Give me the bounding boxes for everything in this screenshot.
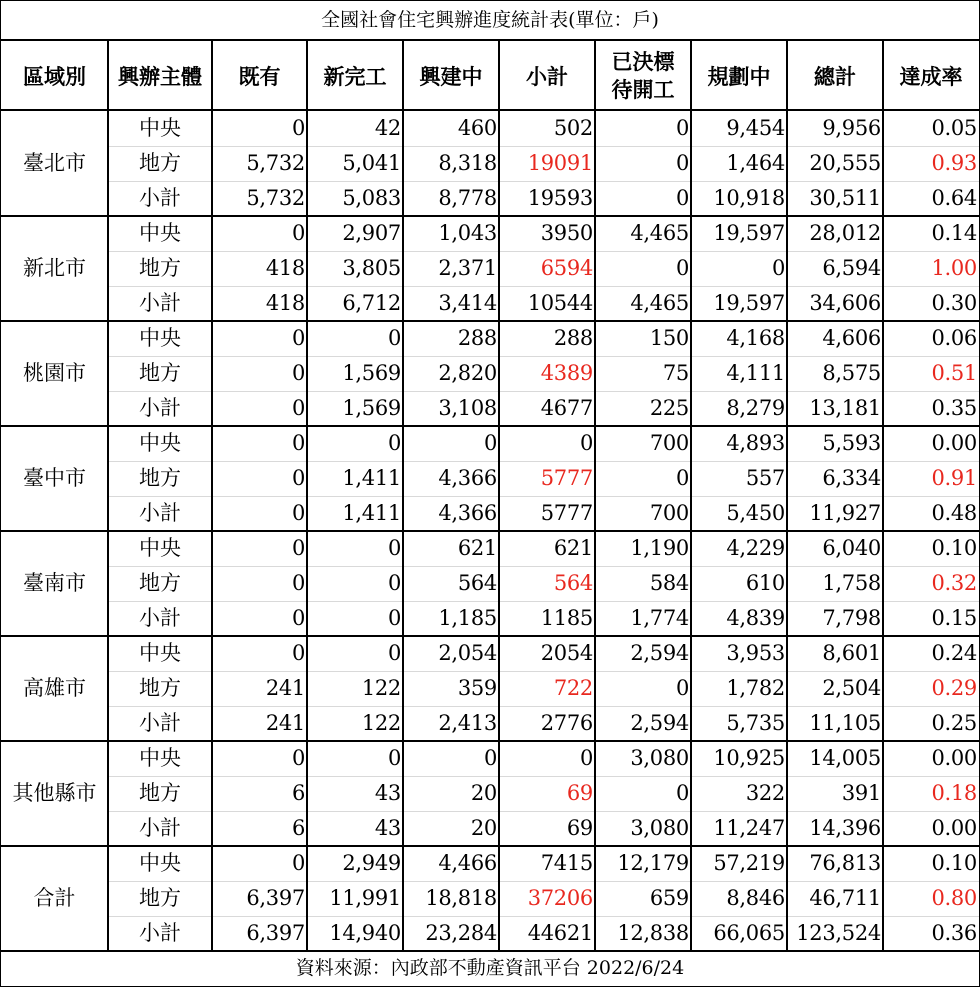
header-total: 總計 — [814, 63, 856, 89]
table-cell: 0 — [483, 746, 497, 770]
table-cell: 0.80 — [931, 886, 977, 910]
table-cell: 6,712 — [342, 291, 401, 315]
table-cell: 288 — [553, 326, 593, 350]
table-cell: 0.15 — [931, 606, 977, 630]
table-cell: 10,918 — [713, 186, 785, 210]
table-cell: 11,991 — [329, 886, 401, 910]
table-cell: 14,005 — [809, 746, 881, 770]
sponsor-type: 中央 — [139, 116, 181, 140]
table-cell: 19091 — [527, 151, 593, 175]
table-cell: 0.05 — [931, 116, 977, 140]
table-cell: 2,907 — [342, 221, 401, 245]
table-cell: 6,594 — [822, 256, 881, 280]
row-separator — [108, 181, 979, 182]
table-cell: 2,504 — [822, 676, 881, 700]
table-cell: 0 — [291, 641, 305, 665]
row-separator — [108, 671, 979, 672]
table-cell: 0.06 — [931, 326, 977, 350]
table-cell: 241 — [265, 676, 305, 700]
table-cell: 418 — [265, 256, 305, 280]
table-cell: 5777 — [540, 501, 593, 525]
table-title: 全國社會住宅興辦進度統計表(單位：戶) — [321, 8, 659, 31]
sponsor-type: 地方 — [139, 151, 181, 175]
table-cell: 288 — [457, 326, 497, 350]
table-cell: 564 — [553, 571, 593, 595]
table-cell: 4,366 — [438, 501, 497, 525]
table-cell: 9,956 — [822, 116, 881, 140]
table-cell: 0 — [387, 431, 401, 455]
grid-line — [1, 635, 979, 637]
table-cell: 2776 — [540, 711, 593, 735]
table-cell: 12,179 — [617, 851, 689, 875]
table-cell: 2,371 — [438, 256, 497, 280]
table-cell: 122 — [361, 676, 401, 700]
table-cell: 6,334 — [822, 466, 881, 490]
table-cell: 4,366 — [438, 466, 497, 490]
header-awarded — [595, 41, 691, 111]
grid-line — [1, 39, 979, 41]
table-cell: 1185 — [540, 606, 593, 630]
table-cell: 322 — [745, 781, 785, 805]
table-cell: 0 — [291, 466, 305, 490]
row-separator — [108, 356, 979, 357]
table-cell: 359 — [457, 676, 497, 700]
region-name: 臺中市 — [23, 466, 86, 490]
table-cell: 1,758 — [822, 571, 881, 595]
table-cell: 5777 — [540, 466, 593, 490]
table-cell: 66,065 — [713, 921, 785, 945]
sponsor-type: 地方 — [139, 466, 181, 490]
table-cell: 4,839 — [726, 606, 785, 630]
table-cell: 19,597 — [713, 291, 785, 315]
region-name: 桃園市 — [23, 361, 86, 385]
row-separator — [108, 461, 979, 462]
table-cell: 1.00 — [931, 256, 977, 280]
row-separator — [108, 706, 979, 707]
table-cell: 1,774 — [630, 606, 689, 630]
table-cell: 14,396 — [809, 816, 881, 840]
table-cell: 43 — [374, 816, 401, 840]
table-cell: 7415 — [540, 851, 593, 875]
sponsor-type: 小計 — [139, 186, 181, 210]
table-cell: 1,464 — [726, 151, 785, 175]
table-cell: 2,413 — [438, 711, 497, 735]
table-cell: 3950 — [540, 221, 593, 245]
table-cell: 621 — [457, 536, 497, 560]
header-awarded-line1: 已決標 — [611, 49, 675, 74]
table-cell: 0 — [771, 256, 785, 280]
sponsor-type: 地方 — [139, 886, 181, 910]
row-separator — [108, 881, 979, 882]
table-cell: 6,040 — [822, 536, 881, 560]
table-cell: 13,181 — [809, 396, 881, 420]
table-cell: 0.32 — [931, 571, 977, 595]
table-cell: 8,601 — [822, 641, 881, 665]
grid-line — [882, 39, 884, 951]
table-cell: 5,450 — [726, 501, 785, 525]
table-cell: 0 — [579, 746, 593, 770]
row-separator — [108, 601, 979, 602]
table-cell: 0.48 — [931, 501, 977, 525]
table-cell: 225 — [649, 396, 689, 420]
sponsor-type: 地方 — [139, 361, 181, 385]
grid-line — [1, 740, 979, 742]
table-cell: 722 — [553, 676, 593, 700]
table-cell: 75 — [662, 361, 689, 385]
table-cell: 44621 — [527, 921, 593, 945]
sponsor-type: 地方 — [139, 256, 181, 280]
table-cell: 0.64 — [931, 186, 977, 210]
sponsor-type: 小計 — [139, 606, 181, 630]
data-source-footer: 資料來源：內政部不動產資訊平台 2022/6/24 — [295, 957, 685, 979]
table-cell: 6 — [291, 781, 305, 805]
table-cell: 0.35 — [931, 396, 977, 420]
header-subtotal: 小計 — [526, 63, 568, 89]
table-cell: 37206 — [527, 886, 593, 910]
table-cell: 6594 — [540, 256, 593, 280]
table-cell: 659 — [649, 886, 689, 910]
row-separator — [108, 566, 979, 567]
table-cell: 1,411 — [342, 501, 401, 525]
table-cell: 1,782 — [726, 676, 785, 700]
table-cell: 564 — [457, 571, 497, 595]
sponsor-type: 中央 — [139, 746, 181, 770]
table-cell: 5,732 — [246, 151, 305, 175]
grid-line — [1, 320, 979, 322]
table-cell: 5,735 — [726, 711, 785, 735]
table-cell: 34,606 — [809, 291, 881, 315]
table-cell: 1,043 — [438, 221, 497, 245]
table-cell: 0.51 — [931, 361, 977, 385]
table-cell: 1,411 — [342, 466, 401, 490]
table-cell: 8,279 — [726, 396, 785, 420]
sponsor-type: 地方 — [139, 781, 181, 805]
sponsor-type: 中央 — [139, 851, 181, 875]
row-separator — [108, 496, 979, 497]
grid-line — [1, 530, 979, 532]
header-achievement-rate: 達成率 — [899, 63, 963, 89]
table-cell: 14,940 — [329, 921, 401, 945]
table-cell: 0 — [291, 326, 305, 350]
table-cell: 4,466 — [438, 851, 497, 875]
grid-line — [402, 39, 404, 951]
table-cell: 0 — [675, 186, 689, 210]
table-cell: 557 — [745, 466, 785, 490]
table-cell: 391 — [841, 781, 881, 805]
region-name: 臺南市 — [23, 571, 86, 595]
table-cell: 10544 — [527, 291, 593, 315]
table-cell: 5,732 — [246, 186, 305, 210]
table-cell: 150 — [649, 326, 689, 350]
table-cell: 0.30 — [931, 291, 977, 315]
table-cell: 4,111 — [726, 361, 785, 385]
table-cell: 0 — [675, 151, 689, 175]
table-cell: 460 — [457, 116, 497, 140]
table-cell: 0.91 — [931, 466, 977, 490]
table-cell: 0 — [291, 221, 305, 245]
table-cell: 4677 — [540, 396, 593, 420]
table-cell: 700 — [649, 431, 689, 455]
table-cell: 2,949 — [342, 851, 401, 875]
sponsor-type: 小計 — [139, 921, 181, 945]
table-cell: 0 — [291, 851, 305, 875]
grid-line — [211, 39, 213, 951]
sponsor-type: 小計 — [139, 816, 181, 840]
table-cell: 621 — [553, 536, 593, 560]
table-cell: 1,569 — [342, 361, 401, 385]
table-cell: 3,414 — [438, 291, 497, 315]
table-cell: 0 — [291, 116, 305, 140]
table-cell: 0.25 — [931, 711, 977, 735]
table-cell: 502 — [553, 116, 593, 140]
region-name: 新北市 — [23, 256, 86, 280]
table-cell: 0.00 — [931, 816, 977, 840]
table-cell: 0 — [387, 746, 401, 770]
table-cell: 12,838 — [617, 921, 689, 945]
table-cell: 8,318 — [438, 151, 497, 175]
region-name: 合計 — [33, 886, 76, 910]
header-sponsor: 興辦主體 — [118, 63, 202, 89]
table-cell: 10,925 — [713, 746, 785, 770]
table-cell: 18,818 — [425, 886, 497, 910]
table-cell: 0 — [291, 396, 305, 420]
grid-line — [107, 39, 109, 951]
table-cell: 4,168 — [726, 326, 785, 350]
table-cell: 8,778 — [438, 186, 497, 210]
table-cell: 0 — [291, 431, 305, 455]
grid-line — [690, 39, 692, 951]
table-cell: 76,813 — [809, 851, 881, 875]
table-cell: 0.36 — [931, 921, 977, 945]
table-cell: 4,465 — [630, 221, 689, 245]
table-cell: 2054 — [540, 641, 593, 665]
table-cell: 122 — [361, 711, 401, 735]
table-cell: 0.24 — [931, 641, 977, 665]
region-name: 高雄市 — [23, 676, 86, 700]
table-cell: 2,594 — [630, 641, 689, 665]
table-cell: 20,555 — [809, 151, 881, 175]
sponsor-type: 小計 — [139, 396, 181, 420]
header-new-completed: 新完工 — [323, 63, 387, 89]
table-cell: 11,927 — [809, 501, 881, 525]
table-cell: 0.18 — [931, 781, 977, 805]
table-cell: 0 — [675, 676, 689, 700]
table-cell: 30,511 — [809, 186, 881, 210]
table-cell: 0.93 — [931, 151, 977, 175]
table-cell: 0 — [387, 606, 401, 630]
table-cell: 0.14 — [931, 221, 977, 245]
table-cell: 0 — [291, 536, 305, 560]
table-cell: 241 — [265, 711, 305, 735]
table-cell: 0 — [387, 571, 401, 595]
table-cell: 0.00 — [931, 431, 977, 455]
table-cell: 1,569 — [342, 396, 401, 420]
table-cell: 3,108 — [438, 396, 497, 420]
sponsor-type: 中央 — [139, 431, 181, 455]
sponsor-type: 中央 — [139, 221, 181, 245]
row-separator — [108, 391, 979, 392]
table-cell: 2,594 — [630, 711, 689, 735]
grid-line — [1, 109, 979, 111]
table-cell: 69 — [566, 781, 593, 805]
sponsor-type: 小計 — [139, 501, 181, 525]
sponsor-type: 地方 — [139, 676, 181, 700]
table-cell: 4,229 — [726, 536, 785, 560]
table-cell: 0 — [291, 571, 305, 595]
table-cell: 19,597 — [713, 221, 785, 245]
sponsor-type: 小計 — [139, 291, 181, 315]
table-cell: 5,593 — [822, 431, 881, 455]
sponsor-type: 小計 — [139, 711, 181, 735]
grid-line — [786, 39, 788, 951]
grid-line — [1, 845, 979, 847]
sponsor-type: 地方 — [139, 571, 181, 595]
table-cell: 0 — [675, 116, 689, 140]
region-name: 其他縣市 — [12, 781, 97, 805]
table-cell: 46,711 — [809, 886, 881, 910]
table-cell: 2,054 — [438, 641, 497, 665]
table-cell: 2,820 — [438, 361, 497, 385]
row-separator — [108, 286, 979, 287]
table-cell: 19593 — [527, 186, 593, 210]
table-cell: 4389 — [540, 361, 593, 385]
table-cell: 3,080 — [630, 746, 689, 770]
table-cell: 0 — [483, 431, 497, 455]
table-cell: 0 — [291, 501, 305, 525]
sponsor-type: 中央 — [139, 536, 181, 560]
table-cell: 5,041 — [342, 151, 401, 175]
table-cell: 1,185 — [438, 606, 497, 630]
table-cell: 418 — [265, 291, 305, 315]
table-cell: 0.10 — [931, 851, 977, 875]
grid-line — [498, 39, 500, 951]
table-cell: 0 — [579, 431, 593, 455]
table-cell: 7,798 — [822, 606, 881, 630]
table-cell: 0.00 — [931, 746, 977, 770]
table-cell: 4,465 — [630, 291, 689, 315]
table-cell: 6,397 — [246, 886, 305, 910]
table-cell: 69 — [566, 816, 593, 840]
table-cell: 4,606 — [822, 326, 881, 350]
sponsor-type: 中央 — [139, 641, 181, 665]
grid-line — [306, 39, 308, 951]
table-cell: 123,524 — [796, 921, 881, 945]
table-cell: 0 — [291, 361, 305, 385]
row-separator — [108, 916, 979, 917]
table-cell: 8,846 — [726, 886, 785, 910]
table-cell: 5,083 — [342, 186, 401, 210]
table-cell: 584 — [649, 571, 689, 595]
table-cell: 6 — [291, 816, 305, 840]
table-cell: 700 — [649, 501, 689, 525]
header-existing: 既有 — [238, 63, 281, 89]
table-cell: 1,190 — [630, 536, 689, 560]
header-region: 區域別 — [23, 63, 86, 89]
table-cell: 20 — [470, 816, 497, 840]
table-cell: 0 — [675, 466, 689, 490]
table-cell: 6,397 — [246, 921, 305, 945]
table-cell: 0 — [675, 256, 689, 280]
table-cell: 43 — [374, 781, 401, 805]
table-cell: 0 — [675, 781, 689, 805]
table-cell: 3,805 — [342, 256, 401, 280]
table-cell: 0 — [291, 606, 305, 630]
header-planning: 規劃中 — [707, 63, 771, 89]
row-separator — [108, 251, 979, 252]
table-cell: 0.10 — [931, 536, 977, 560]
table-cell: 20 — [470, 781, 497, 805]
table-cell: 4,893 — [726, 431, 785, 455]
row-separator — [108, 776, 979, 777]
table-cell: 57,219 — [713, 851, 785, 875]
table-cell: 11,105 — [809, 711, 881, 735]
grid-line — [1, 425, 979, 427]
table-cell: 23,284 — [425, 921, 497, 945]
header-under-construction: 興建中 — [419, 63, 483, 89]
row-separator — [108, 811, 979, 812]
table-cell: 28,012 — [809, 221, 881, 245]
grid-line — [594, 39, 596, 951]
table-cell: 11,247 — [713, 816, 785, 840]
header-awarded-line2: 待開工 — [611, 77, 675, 102]
table-cell: 3,953 — [726, 641, 785, 665]
sponsor-type: 中央 — [139, 326, 181, 350]
table-cell: 9,454 — [726, 116, 785, 140]
table-cell: 8,575 — [822, 361, 881, 385]
table-cell: 0 — [387, 536, 401, 560]
table-cell: 3,080 — [630, 816, 689, 840]
table-cell: 0 — [291, 746, 305, 770]
table-cell: 0.29 — [931, 676, 977, 700]
table-cell: 0 — [387, 641, 401, 665]
row-separator — [108, 146, 979, 147]
table-cell: 42 — [374, 116, 401, 140]
table-cell: 610 — [745, 571, 785, 595]
table-cell: 0 — [387, 326, 401, 350]
grid-line — [1, 215, 979, 217]
region-name: 臺北市 — [23, 151, 86, 175]
